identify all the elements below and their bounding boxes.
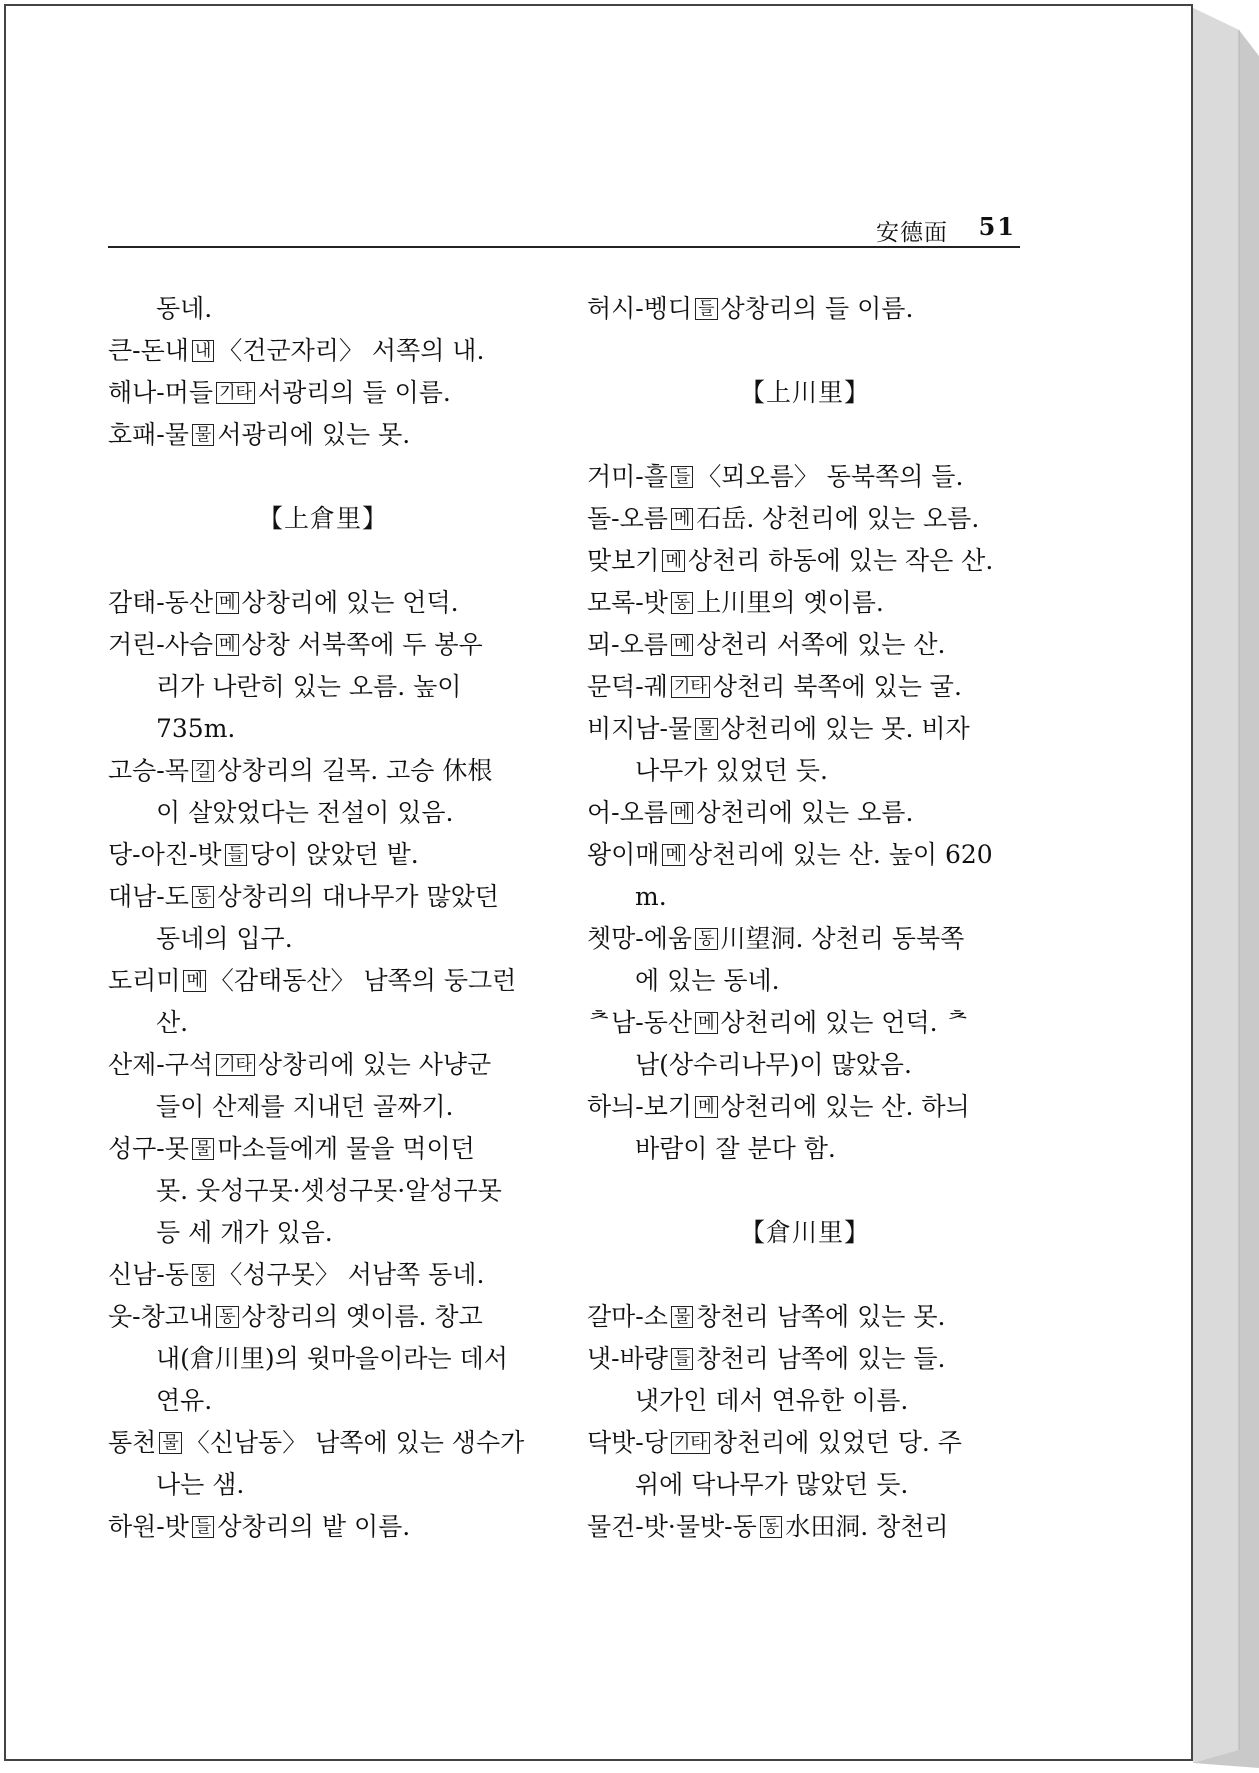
category-tag: 기타: [216, 1054, 255, 1076]
entry-text: 고승-목: [108, 756, 189, 785]
entry-text: 산.: [156, 1008, 189, 1037]
category-tag: 메: [216, 592, 238, 614]
entry-line: [108, 1128, 538, 1170]
entry-text: 상창리의 길목. 고승 休根: [217, 756, 493, 785]
entry-line: [587, 1338, 1023, 1380]
category-tag: 물: [192, 424, 214, 446]
blank-line: [108, 456, 538, 498]
entry-text: 감태-동산: [108, 588, 214, 617]
entry-text: 상천리에 있는 못. 비자: [720, 714, 970, 743]
category-tag: 들: [192, 1516, 214, 1538]
category-tag: 메: [183, 970, 205, 992]
section-heading: 【上倉里】: [257, 504, 388, 533]
entry-text: 호패-물: [108, 420, 189, 449]
entry-line: [108, 1506, 538, 1548]
entry-continuation: [587, 1380, 1023, 1422]
left-column: [108, 288, 538, 1548]
entry-text: 산제-구석: [108, 1050, 214, 1079]
entry-continuation: [587, 750, 1023, 792]
entry-text: 성구-못: [108, 1134, 189, 1163]
category-tag: 들: [671, 1348, 693, 1370]
entry-text: 水田洞. 창천리: [785, 1512, 949, 1541]
entry-continuation: [108, 1464, 538, 1506]
book-edge-shadow: [1193, 8, 1259, 1768]
entry-line: [108, 1044, 538, 1086]
entry-continuation: [587, 1128, 1023, 1170]
entry-text: 〈성구못〉 서남쪽 동네.: [217, 1260, 485, 1289]
category-tag: 기타: [671, 676, 710, 698]
category-tag: 기타: [671, 1432, 710, 1454]
entry-line: [587, 666, 1023, 708]
entry-line: [587, 1506, 1023, 1548]
category-tag: 물: [159, 1432, 181, 1454]
entry-text: 서광리의 들 이름.: [257, 378, 451, 407]
running-header: [108, 212, 1020, 248]
entry-continuation: [587, 1044, 1023, 1086]
entry-text: 바람이 잘 분다 함.: [635, 1134, 836, 1163]
entry-line: [108, 1422, 538, 1464]
category-tag: 메: [671, 802, 693, 824]
category-tag: 동: [216, 1306, 238, 1328]
entry-text: 내(倉川里)의 윗마을이라는 데서: [156, 1344, 508, 1373]
blank-line: [587, 414, 1023, 456]
entry-text: 나무가 있었던 듯.: [635, 756, 828, 785]
entry-line: [587, 288, 1023, 330]
entry-line: [587, 456, 1023, 498]
section-heading: 【上川里】: [739, 378, 870, 407]
entry-continuation: [108, 1338, 538, 1380]
entry-text: 비지남-물: [587, 714, 693, 743]
entry-line: [587, 1002, 1023, 1044]
category-tag: 메: [216, 634, 238, 656]
entry-text: 리가 나란히 있는 오름. 높이: [156, 672, 462, 701]
entry-text: 〈신남동〉 남쪽에 있는 생수가: [184, 1428, 525, 1457]
entry-text: 갈마-소: [587, 1302, 668, 1331]
entry-text: 남(상수리나무)이 많았음.: [635, 1050, 912, 1079]
category-tag: 메: [662, 550, 684, 572]
entry-text: 문덕-궤: [587, 672, 668, 701]
blank-line: [587, 1254, 1023, 1296]
category-tag: 물: [192, 1138, 214, 1160]
entry-line: [108, 1254, 538, 1296]
entry-line: [108, 834, 538, 876]
entry-line: [587, 582, 1023, 624]
entry-text: 위에 닥나무가 많았던 듯.: [635, 1470, 909, 1499]
entry-text: 상천리에 있는 산. 하늬: [720, 1092, 970, 1121]
entry-continuation: [108, 792, 538, 834]
entry-line: [108, 1296, 538, 1338]
blank-line: [587, 330, 1023, 372]
entry-line: [108, 750, 538, 792]
entry-text: 〈뫼오름〉 동북쪽의 들.: [696, 462, 964, 491]
category-tag: 동: [192, 1264, 214, 1286]
entry-line: [587, 792, 1023, 834]
entry-continuation: [108, 918, 538, 960]
entry-text: 나는 샘.: [156, 1470, 245, 1499]
entry-text: 동네의 입구.: [156, 924, 293, 953]
entry-line: [108, 414, 538, 456]
category-tag: 기타: [216, 382, 255, 404]
category-tag: 동: [695, 928, 717, 950]
category-tag: 들: [671, 466, 693, 488]
entry-text: 왕이매: [587, 840, 660, 869]
entry-text: 쳇망-에움: [587, 924, 693, 953]
entry-line: [587, 540, 1023, 582]
entry-continuation: [108, 1170, 538, 1212]
entry-text: 허시-벵디: [587, 294, 693, 323]
category-tag: 메: [695, 1012, 717, 1034]
entry-line: [587, 1296, 1023, 1338]
entry-text: m.: [635, 882, 667, 911]
entry-text: 상천리에 있는 언덕. ᄎ: [720, 1008, 970, 1037]
entry-text: 냇-바량: [587, 1344, 668, 1373]
entry-text: 창천리 남쪽에 있는 못.: [696, 1302, 946, 1331]
entry-text: 서광리에 있는 못.: [217, 420, 411, 449]
entry-text: 상창리에 있는 언덕.: [241, 588, 459, 617]
entry-text: 상천리 북쪽에 있는 굴.: [712, 672, 962, 701]
entry-continuation: [587, 960, 1023, 1002]
page-number: 51: [978, 212, 1016, 241]
entry-text: 거린-사슴: [108, 630, 214, 659]
entry-text: 맞보기: [587, 546, 660, 575]
entry-text: 〈감태동산〉 남쪽의 둥그런: [208, 966, 517, 995]
entry-continuation: [108, 288, 538, 330]
entry-text: 상창리의 옛이름. 창고: [241, 1302, 483, 1331]
right-column: [587, 288, 1023, 1548]
category-tag: 메: [662, 844, 684, 866]
category-tag: 내: [192, 340, 214, 362]
entry-text: 川望洞. 상천리 동북쪽: [720, 924, 965, 953]
entry-text: 어-오름: [587, 798, 668, 827]
entry-line: [587, 498, 1023, 540]
entry-line: [587, 1422, 1023, 1464]
entry-line: [587, 708, 1023, 750]
entry-text: 상창리에 있는 사냥군: [257, 1050, 492, 1079]
entry-line: [108, 330, 538, 372]
entry-line: [587, 624, 1023, 666]
entry-line: [587, 1086, 1023, 1128]
entry-text: 거미-흘: [587, 462, 668, 491]
entry-line: [108, 582, 538, 624]
entry-continuation: [587, 1464, 1023, 1506]
entry-text: 당-아진-밧: [108, 840, 222, 869]
entry-text: 창천리 남쪽에 있는 들.: [696, 1344, 946, 1373]
category-tag: 물: [695, 718, 717, 740]
entry-text: 하원-밧: [108, 1512, 189, 1541]
category-tag: 동: [760, 1516, 782, 1538]
entry-text: 마소들에게 물을 먹이던: [217, 1134, 475, 1163]
entry-line: [108, 372, 538, 414]
category-tag: 메: [671, 508, 693, 530]
entry-text: 돌-오름: [587, 504, 668, 533]
entry-text: 통천: [108, 1428, 157, 1457]
entry-text: 상천리에 있는 오름.: [696, 798, 914, 827]
category-tag: 동: [192, 886, 214, 908]
entry-text: 등 세 개가 있음.: [156, 1218, 333, 1247]
entry-text: 해나-머들: [108, 378, 214, 407]
entry-text: 신남-동: [108, 1260, 189, 1289]
entry-line: [108, 624, 538, 666]
entry-text: 당이 앉았던 밭.: [249, 840, 419, 869]
entry-text: 닥밧-당: [587, 1428, 668, 1457]
entry-text: 웃-창고내: [108, 1302, 214, 1331]
blank-line: [587, 1170, 1023, 1212]
entry-text: 도리미: [108, 966, 181, 995]
entry-text: 큰-돈내: [108, 336, 189, 365]
entry-text: 〈건군자리〉 서쪽의 내.: [217, 336, 485, 365]
section-heading: 【倉川里】: [739, 1218, 870, 1247]
entry-line: [108, 960, 538, 1002]
entry-text: 상천리 하동에 있는 작은 산.: [687, 546, 994, 575]
entry-text: 상천리 서쪽에 있는 산.: [696, 630, 946, 659]
entry-line: [108, 876, 538, 918]
entry-text: 창천리에 있었던 당. 주: [712, 1428, 962, 1457]
entry-continuation: [108, 1086, 538, 1128]
entry-text: 연유.: [156, 1386, 213, 1415]
entry-line: [587, 918, 1023, 960]
entry-text: 대남-도: [108, 882, 189, 911]
entry-text: 뫼-오름: [587, 630, 668, 659]
entry-continuation: [108, 1380, 538, 1422]
entry-text: 냇가인 데서 연유한 이름.: [635, 1386, 909, 1415]
entry-continuation: [108, 708, 538, 750]
entry-continuation: [108, 666, 538, 708]
header-title: 安德面: [876, 220, 948, 246]
category-tag: 물: [671, 1306, 693, 1328]
category-tag: 길: [192, 760, 214, 782]
entry-text: 에 있는 동네.: [635, 966, 780, 995]
entry-continuation: [587, 876, 1023, 918]
entry-text: 상창리의 밭 이름.: [217, 1512, 411, 1541]
entry-continuation: [108, 1002, 538, 1044]
blank-line: [108, 540, 538, 582]
entry-text: 上川里의 옛이름.: [696, 588, 884, 617]
entry-continuation: [108, 1212, 538, 1254]
entry-text: ᄎ남-동산: [587, 1008, 693, 1037]
entry-text: 상창리의 들 이름.: [720, 294, 914, 323]
entry-text: 735m.: [156, 714, 236, 743]
entry-text: 상창 서북쪽에 두 봉우: [241, 630, 483, 659]
entry-text: 모록-밧: [587, 588, 668, 617]
category-tag: 들: [695, 298, 717, 320]
entry-text: 이 살았었다는 전설이 있음.: [156, 798, 454, 827]
header-rule: [108, 246, 1020, 248]
category-tag: 들: [225, 844, 247, 866]
entry-text: 들이 산제를 지내던 골짜기.: [156, 1092, 454, 1121]
entry-text: 물건-밧·물밧-동: [587, 1512, 757, 1541]
entry-text: 상창리의 대나무가 많았던: [217, 882, 499, 911]
category-tag: 동: [671, 592, 693, 614]
entry-text: 石岳. 상천리에 있는 오름.: [696, 504, 980, 533]
category-tag: 메: [695, 1096, 717, 1118]
entry-text: 못. 웃성구못·셋성구못·알성구못: [156, 1176, 502, 1205]
entry-line: [587, 834, 1023, 876]
category-tag: 메: [671, 634, 693, 656]
entry-text: 동네.: [156, 294, 213, 323]
entry-text: 상천리에 있는 산. 높이 620: [687, 840, 993, 869]
entry-text: 하늬-보기: [587, 1092, 693, 1121]
